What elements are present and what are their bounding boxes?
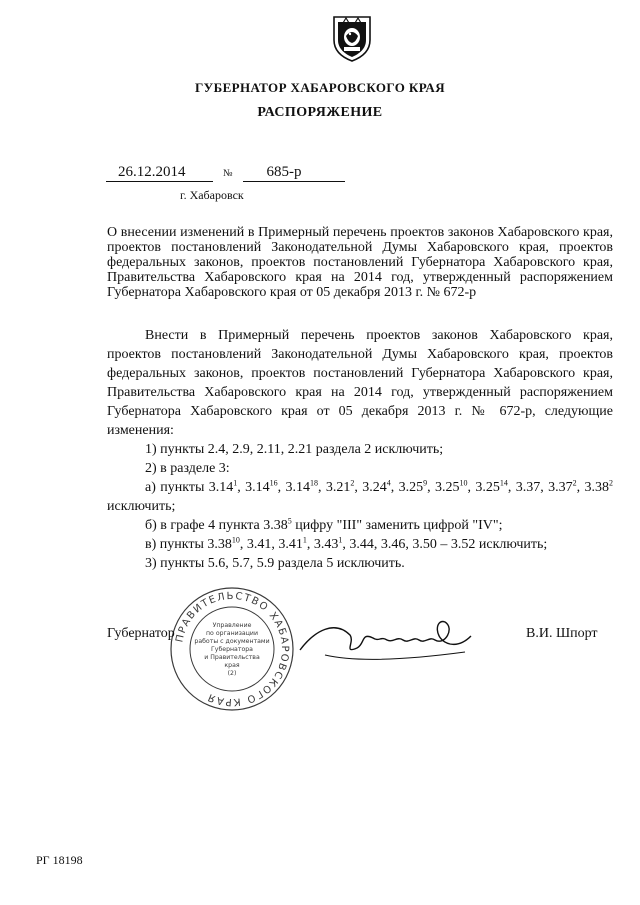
item-2b-superscript: 5: [287, 516, 292, 526]
coat-of-arms-emblem: [331, 14, 373, 62]
reference-superscript: 18: [310, 478, 319, 488]
item-reference: 3.38$^{10}$: [207, 535, 240, 552]
item-2v-suffix: исключить;: [478, 537, 548, 552]
document-number: 685-р: [243, 164, 345, 182]
item-2a-suffix: исключить;: [107, 499, 176, 514]
seal-line: Управление: [212, 622, 252, 629]
official-seal-stamp: [168, 585, 296, 713]
body-item-2b: [107, 516, 613, 535]
body-item-2v: [107, 535, 613, 554]
signatory-title: Губернатор: [107, 626, 175, 641]
issuing-authority: ГУБЕРНАТОР ХАБАРОВСКОГО КРАЯ: [194, 80, 445, 95]
seal-line: края: [224, 662, 240, 669]
seal-line: работы с документами: [194, 638, 270, 645]
item-reference: 3.25$^{14}$: [475, 478, 508, 495]
number-sign: №: [222, 168, 233, 179]
item-reference: 3.41$^1$: [278, 535, 307, 552]
document-city: г. Хабаровск: [180, 188, 244, 202]
item-reference: 3.14$^1$: [208, 478, 238, 495]
item-reference: 3.37: [515, 480, 541, 495]
reference-superscript: 1: [302, 535, 307, 545]
reference-superscript: 2: [609, 478, 614, 488]
handwritten-signature: [295, 610, 475, 670]
item-2v-references: 3.38$^{10}$, 3.41, 3.41$^1$, 3.43$^1$, 3.44, 3.46, 3.50 – 3.52: [207, 535, 476, 552]
item-reference: 3.14$^{16}$: [245, 478, 278, 495]
item-reference: 3.25$^{10}$: [435, 478, 468, 495]
registration-number: РГ 18198: [36, 853, 83, 867]
body-item-2: 2) в разделе 3:: [145, 461, 230, 476]
item-reference: 3.46: [380, 537, 406, 552]
item-reference: 3.38$^2$: [584, 478, 614, 495]
reference-superscript: 10: [459, 478, 468, 488]
item-2b-text-start: б) в графе 4 пункта 3.38: [145, 518, 288, 533]
seal-line: по организации: [206, 630, 258, 637]
document-date: 26.12.2014: [106, 164, 213, 182]
item-reference: 3.44: [349, 537, 374, 552]
body-item-3: 3) пункты 5.6, 5.7, 5.9 раздела 5 исключить.: [145, 556, 405, 571]
date-number-line: [106, 164, 345, 182]
reference-superscript: 9: [423, 478, 428, 488]
reference-superscript: 10: [231, 535, 240, 545]
item-reference: 3.37$^2$: [548, 478, 577, 495]
item-2b-text-end: цифру "III" заменить цифрой "IV";: [291, 518, 503, 533]
reference-superscript: 4: [386, 478, 391, 488]
seal-line: (2): [227, 670, 237, 677]
item-reference: 3.25$^9$: [398, 478, 428, 495]
body-item-1: 1) пункты 2.4, 2.9, 2.11, 2.21 раздела 2 исключить;: [145, 442, 444, 457]
reference-superscript: 2: [350, 478, 355, 488]
body-intro: Внести в Примерный перечень проектов законов Хабаровского края, проектов постановлений Законодательной Думы Хабаровского края, проектов федеральных законов, проектов постановлений Губернатора Хабаровского края, Правительства Хабаровского края на 2014 год, утвержденный распоряжением Губернатора Хабаровского края от 05 декабря 2013 г. № 672-р, следующие изменения:: [107, 328, 613, 438]
item-reference: 3.43$^1$: [313, 535, 343, 552]
item-reference: 3.50 – 3.52: [412, 537, 476, 552]
reference-superscript: 1: [233, 478, 238, 488]
document-subject: О внесении изменений в Примерный перечень проектов законов Хабаровского края, проектов постановлений Законодательной Думы Хабаровского края, проектов федеральных законов, проектов постановлений Губернатора Хабаровского края, Правительства Хабаровского края на 2014 год, утвержденный распоряжением Губернатора Хабаровского края от 05 декабря 2013 г. № 672-р: [107, 225, 613, 300]
item-reference: 3.21$^2$: [325, 478, 355, 495]
item-reference: 3.14$^{18}$: [285, 478, 319, 495]
seal-ring-text: ПРАВИТЕЛЬСТВО ХАБАРОВСКОГО КРАЯ: [174, 590, 291, 708]
body-item-2a: [107, 478, 613, 516]
item-reference: 3.41: [246, 537, 272, 552]
reference-superscript: 16: [269, 478, 278, 488]
seal-line: и Правительства: [204, 654, 260, 661]
item-2v-prefix: в) пункты: [145, 537, 204, 552]
reference-superscript: 14: [499, 478, 508, 488]
item-2a-prefix: а) пункты: [145, 480, 205, 495]
item-2a-references: 3.14$^1$, 3.14$^{16}$, 3.14$^{18}$, 3.21$^2$, 3.24$^4$, 3.25$^9$, 3.25$^{10}$, 3.25$^{14}$, 3.37, 3.37$^2$, 3.38$^2$: [208, 478, 614, 495]
item-reference: 3.24$^4$: [362, 478, 391, 495]
seal-line: Губернатора: [211, 646, 253, 653]
reference-superscript: 1: [338, 535, 343, 545]
signatory-name: В.И. Шпорт: [526, 626, 598, 641]
document-body: [107, 326, 613, 573]
reference-superscript: 2: [572, 478, 577, 488]
document-type: РАСПОРЯЖЕНИЕ: [257, 105, 383, 120]
